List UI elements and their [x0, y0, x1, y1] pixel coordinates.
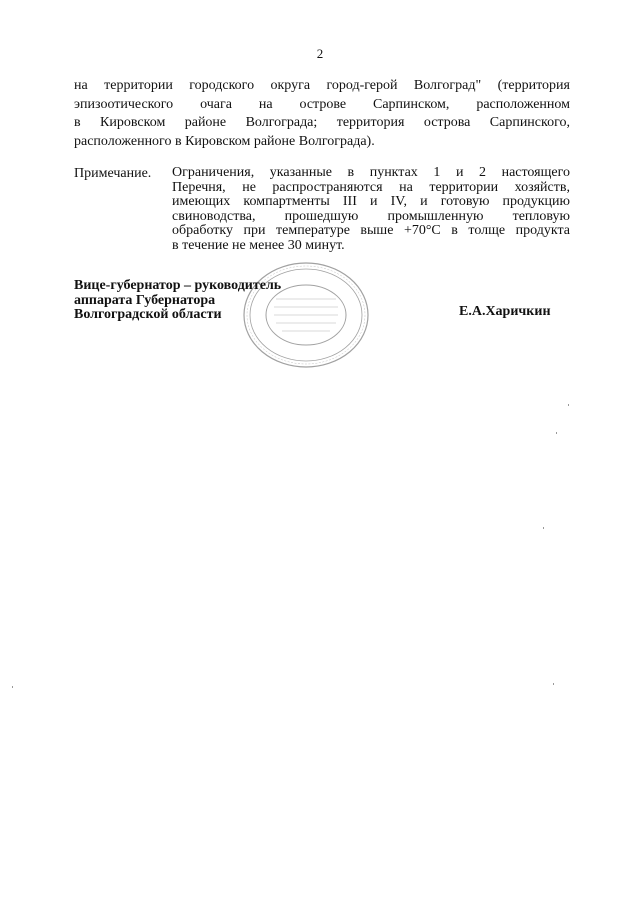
scan-speck	[12, 686, 13, 688]
scan-speck	[556, 432, 557, 434]
paragraph-line: в Кировском районе Волгограда; территория острова Сарпинского,	[74, 115, 570, 130]
scan-speck	[568, 404, 569, 406]
note-line: обработку при температуре выше +70°С в толще продукта	[172, 223, 570, 238]
note-line: Перечня, не распространяются на территории хозяйств,	[172, 179, 570, 195]
signer-position-line: Волгоградской области	[74, 307, 222, 322]
note-text	[172, 166, 570, 253]
note-line: Ограничения, указанные в пунктах 1 и 2 настоящего	[172, 165, 570, 180]
signer-name: Е.А.Харичкин	[459, 304, 551, 319]
note-label: Примечание.	[74, 166, 152, 181]
paragraph-line: на территории городского округа город-герой Волгоград" (территория	[74, 78, 570, 93]
note-line: свиноводства, прошедшую промышленную тепловую	[172, 208, 570, 224]
signer-position-line: Вице-губернатор – руководитель	[74, 278, 282, 293]
signer-position-line: аппарата Губернатора	[74, 292, 216, 308]
page-number: 2	[316, 46, 324, 61]
note-line: в течение не менее 30 минут.	[172, 237, 345, 253]
scan-speck	[543, 527, 544, 529]
paragraph-line: эпизоотического очага на острове Сарпинском, расположенном	[74, 96, 570, 112]
scan-speck	[553, 683, 554, 685]
signer-position	[74, 279, 281, 323]
note-line: имеющих компартменты III и IV, и готовую продукцию	[172, 194, 570, 209]
paragraph-line: расположенного в Кировском районе Волгограда).	[74, 133, 375, 149]
body-paragraph	[74, 77, 570, 151]
